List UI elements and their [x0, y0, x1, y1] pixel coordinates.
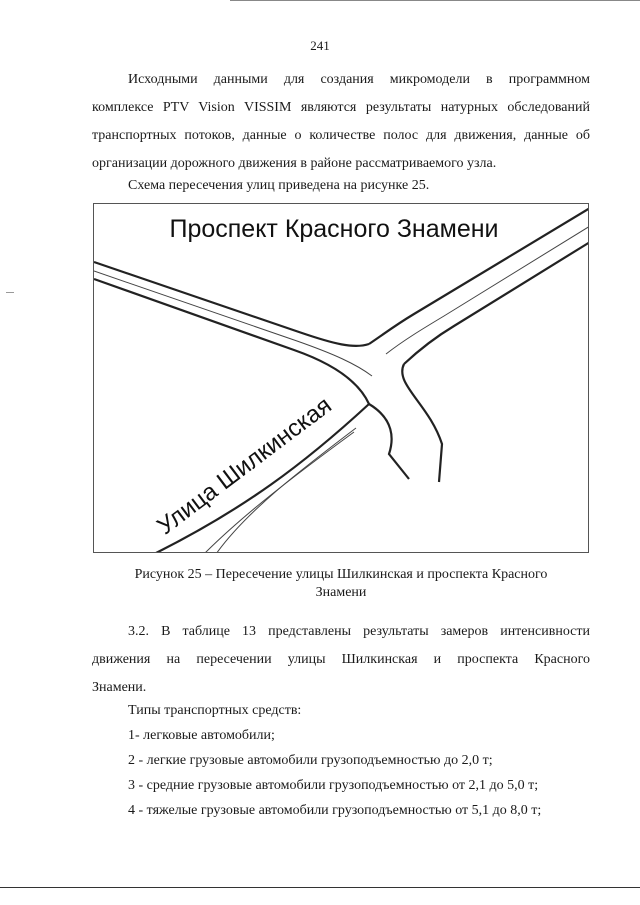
avenue-label: Проспект Красного Знамени [169, 215, 499, 243]
intro-line: организации дорожного движения в районе рассматриваемого узла. [92, 156, 497, 171]
branch-left-edge [369, 404, 409, 479]
figure-caption [92, 566, 590, 602]
vehicle-type-item: 2 - легкие грузовые автомобили грузоподъемностью до 2,0 т; [128, 753, 493, 768]
top-rule [230, 0, 640, 1]
vehicle-type-item: 3 - средние грузовые автомобили грузоподъемностью от 2,1 до 5,0 т; [128, 778, 539, 793]
intro-paragraph [92, 66, 590, 178]
branch-right-edge [402, 364, 442, 482]
intersection-figure [93, 203, 589, 553]
avenue-left-centerline [94, 271, 372, 376]
caption-line: Знамени [315, 585, 367, 600]
section-line: движения на пересечении улицы Шилкинская и проспекта Красного [92, 652, 590, 667]
street-upper-edge [154, 404, 369, 553]
page-number: 241 [310, 38, 330, 53]
section-paragraph [92, 618, 590, 702]
margin-mark [6, 292, 14, 293]
intro-line: Исходными данными для создания микромодели в программном [128, 72, 590, 87]
avenue-right-centerline [386, 226, 589, 354]
section-line: 3.2. В таблице 13 представлены результаты замеров интенсивности [128, 624, 590, 639]
vehicle-type-item: 4 - тяжелые грузовые автомобили грузоподъемностью от 5,1 до 8,0 т; [128, 803, 542, 818]
vehicle-type-item: 1- легковые автомобили; [128, 728, 275, 743]
bottom-rule [0, 887, 640, 888]
caption-line: Рисунок 25 – Пересечение улицы Шилкинская и проспекта Красного [134, 567, 548, 582]
vehicle-types-heading: Типы транспортных средств: [128, 703, 302, 718]
intro-line: комплексе PTV Vision VISSIM являются результаты натурных обследований [92, 100, 590, 115]
avenue-left-upper-edge [94, 262, 369, 346]
street-label: Улица Шилкинская [152, 391, 337, 541]
intro-line: транспортных потоков, данные о количестве полос для движения, данные об [92, 128, 590, 143]
section-line: Знамени. [92, 680, 147, 695]
scheme-reference: Схема пересечения улиц приведена на рисунке 25. [128, 178, 430, 193]
